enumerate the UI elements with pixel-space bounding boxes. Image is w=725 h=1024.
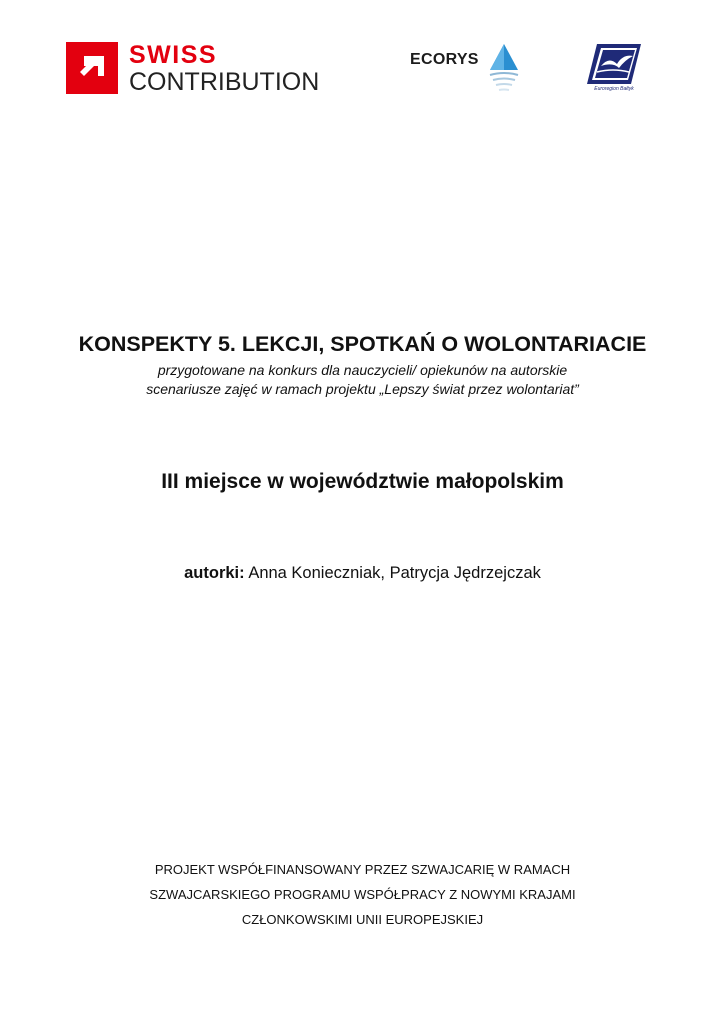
footer-line-2: SZWAJCARSKIEGO PROGRAMU WSPÓŁPRACY Z NOWYMI KRAJAMI: [149, 887, 576, 902]
euroregion-caption: Euroregion Bałtyk: [594, 86, 634, 92]
swiss-logo-line2: CONTRIBUTION: [129, 68, 320, 96]
swiss-cross-icon: [66, 42, 118, 94]
award-place-heading: III miejsce w województwie małopolskim: [161, 470, 564, 493]
authors-label: autorki:: [184, 564, 245, 582]
authors-line: [0, 562, 725, 584]
footer-line-1: PROJEKT WSPÓŁFINANSOWANY PRZEZ SZWAJCARIĘ W RAMACH: [154, 862, 571, 877]
ecorys-logo: [410, 42, 522, 94]
swiss-contribution-logo: [66, 42, 336, 94]
footer-line-3: CZŁONKOWSKIMI UNII EUROPEJSKIEJ: [241, 912, 484, 927]
ecorys-pyramid-icon: [488, 42, 520, 94]
subtitle-line-1: przygotowane na konkurs dla nauczycieli/ opiekunów na autorskie: [157, 362, 568, 378]
document-title: KONSPEKTY 5. LEKCJI, SPOTKAŃ O WOLONTARIACIE: [78, 332, 647, 356]
ecorys-logo-text: ECORYS: [410, 51, 479, 68]
authors-names: Anna Konieczniak, Patrycja Jędrzejczak: [248, 564, 541, 582]
subtitle-line-2: scenariusze zajęć w ramach projektu „Lepszy świat przez wolontariat”: [146, 381, 579, 397]
euroregion-baltyk-logo: [583, 42, 645, 94]
document-subtitle: [0, 361, 725, 399]
swiss-logo-line1: SWISS: [129, 41, 218, 69]
funding-footer: [0, 857, 725, 932]
